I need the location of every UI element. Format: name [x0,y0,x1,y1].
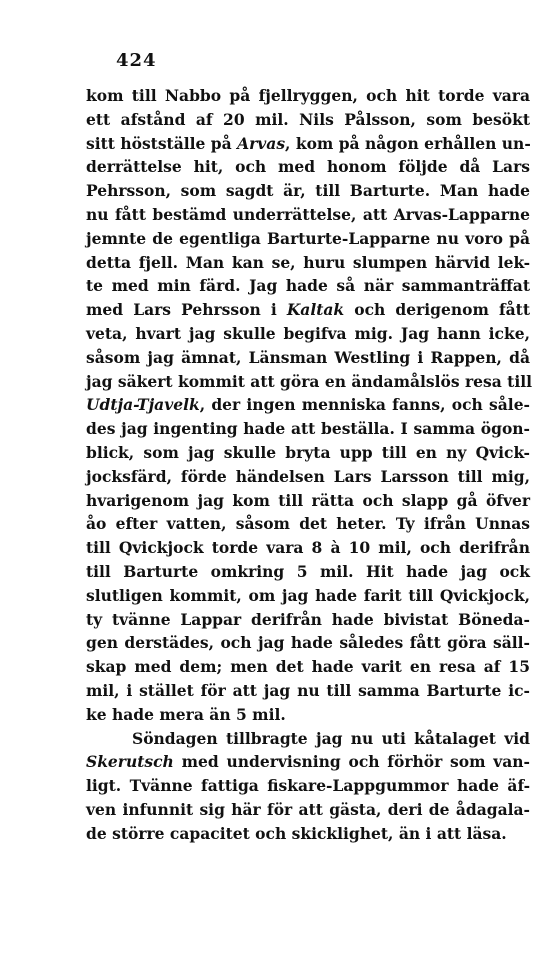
text-line [86,631,530,655]
text-line [86,584,530,608]
text-segment: med undervisning och förhör som van- [173,752,530,772]
text-line [86,727,530,751]
text-line [86,655,530,679]
italic-place-name: Udtja-Tjavelk [86,395,200,415]
body-text [86,84,530,846]
text-segment: till Barturte omkring 5 mil. Hit hade jag ock [86,561,530,581]
text-line [86,703,530,727]
text-segment: , kom på någon erhållen un- [285,133,531,153]
text-line [86,132,530,156]
text-segment: kom till Nabbo på fjellryggen, och hit torde vara [86,86,530,105]
text-segment: ett afstånd af 20 mil. Nils Pålsson, som besökt [86,109,530,129]
text-line [86,774,530,798]
text-segment: hvarigenom jag kom till rätta och slapp gå öfver [86,490,530,510]
text-line [86,322,530,346]
text-line [86,227,530,251]
text-line [86,560,530,584]
text-line [86,370,530,394]
text-segment: till Qvickjock torde vara 8 à 10 mil, och derifrån [86,538,530,558]
text-line [86,179,530,203]
text-segment: blick, som jag skulle bryta upp till en ny Qvick- [86,442,530,462]
text-line [86,203,530,227]
text-line [86,251,530,275]
italic-place-name: Kaltak [286,300,345,320]
text-segment: ke hade mera än 5 mil. [86,704,286,724]
paragraph [86,84,530,727]
text-segment: såsom jag ämnat, Länsman Westling i Rappen, då [86,347,530,367]
text-line [86,750,530,774]
text-line [86,346,530,370]
text-line [86,108,530,132]
text-segment: veta, hvart jag skulle begifva mig. Jag hann icke, [86,323,530,343]
text-segment: åo efter vatten, såsom det heter. Ty ifrån Unnas [86,514,530,534]
text-segment: slutligen kommit, om jag hade farit till Qvickjock, [86,585,530,605]
text-segment: ty tvänne Lappar derifrån hade bivistat Böneda- [86,609,530,629]
text-line [86,84,530,108]
text-segment: med Lars Pehrsson i [86,300,287,320]
text-line [86,822,530,846]
text-segment: detta fjell. Man kan se, huru slumpen härvid lek- [86,252,530,272]
text-line [86,608,530,632]
text-segment: te med min färd. Jag hade så när sammanträffat [86,276,530,296]
text-line [86,274,530,298]
text-segment: jemnte de egentliga Barturte-Lapparne nu voro på [86,228,530,248]
text-segment: Söndagen tillbragte jag nu uti kåtalaget vid [132,728,530,748]
text-line [86,298,530,322]
text-line [86,536,530,560]
text-segment: jag säkert kommit att göra en ändamålslös resa till [86,371,532,391]
text-line [86,798,530,822]
text-segment: skap med dem; men det hade varit en resa af 15 [86,657,530,677]
italic-place-name: Skerutsch [86,752,174,772]
text-segment: mil, i stället för att jag nu till samma Barturte ic- [86,680,530,700]
text-segment: des jag ingenting hade att beställa. I samma ögon- [86,419,530,439]
text-line [86,465,530,489]
paragraph [86,727,530,846]
text-segment: sitt höstställe på [86,133,238,153]
text-line [86,155,530,179]
italic-place-name: Arvas [237,133,286,153]
text-segment: och derigenom fått [344,300,530,320]
text-segment: ligt. Tvänne fattiga fiskare-Lappgummor hade äf- [86,776,530,796]
page-number: 424 [116,50,157,71]
text-segment: gen derstädes, och jag hade således fått göra säll- [86,633,530,653]
text-line [86,512,530,536]
text-line [86,441,530,465]
text-segment: ven infunnit sig här för att gästa, deri de ådagala- [86,799,530,819]
text-line [86,393,530,417]
text-segment: Pehrsson, som sagdt är, till Barturte. Man hade [86,181,530,201]
text-line [86,489,530,513]
text-segment: nu fått bestämd underrättelse, att Arvas-Lapparne [86,204,530,224]
text-segment: jocksfärd, förde händelsen Lars Larsson till mig, [86,466,530,486]
text-segment: de större capacitet och skicklighet, än i att läsa. [86,823,507,843]
text-line [86,679,530,703]
text-segment: derrättelse hit, och med honom följde då Lars [86,157,530,177]
text-segment: , der ingen menniska fanns, och såle- [199,395,530,415]
text-line [86,417,530,441]
